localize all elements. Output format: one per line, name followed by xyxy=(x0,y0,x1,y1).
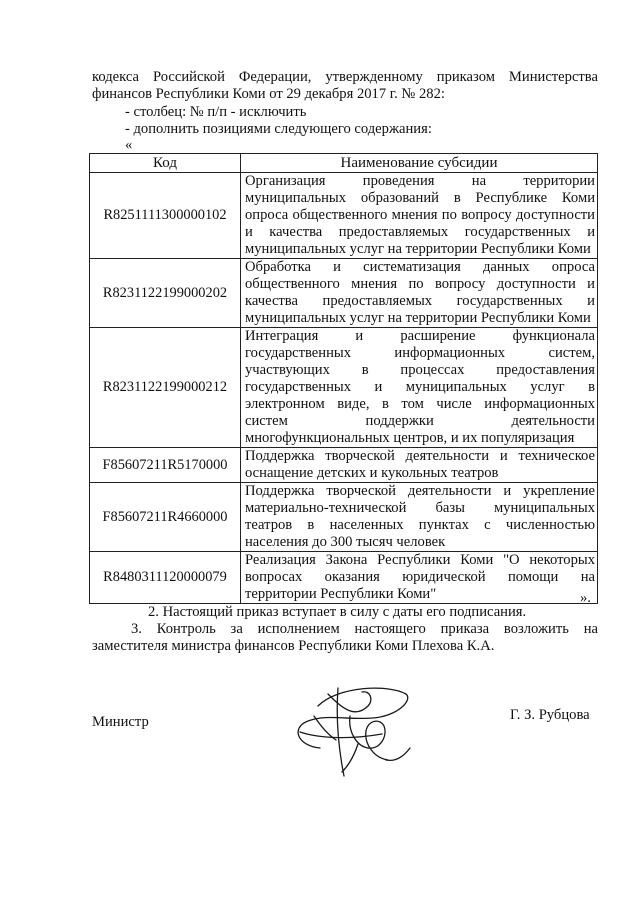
subsidy-name-line: муниципальных образований в Республике Коми xyxy=(245,190,595,206)
subsidy-name-line: качества предоставляемых государственных и xyxy=(245,293,595,309)
subsidy-name-line: Реализация Закона Республики Коми "О некоторых xyxy=(245,552,595,568)
bullet-add-positions: - дополнить позициями следующего содержания: xyxy=(125,121,432,137)
subsidy-name xyxy=(241,552,598,604)
intro-line-2: финансов Республики Коми от 29 декабря 2017 г. № 282: xyxy=(92,86,445,102)
subsidy-name xyxy=(241,483,598,552)
subsidy-code: F85607211R4660000 xyxy=(90,483,241,552)
subsidy-name-line: общественного мнения по вопросу доступности и xyxy=(245,276,595,292)
subsidy-name-line: участвующих в процессах предоставления xyxy=(245,362,595,378)
subsidy-code: F85607211R5170000 xyxy=(90,448,241,483)
table-row xyxy=(90,328,598,448)
subsidy-name-line: государственных информационных систем, xyxy=(245,345,595,361)
subsidy-name-line: муниципальных услуг на территории Республики Коми xyxy=(245,310,591,326)
subsidy-name-line: театров в населенных пунктах с численностью xyxy=(245,517,595,533)
subsidy-name-line: электронном виде, в том числе информационных xyxy=(245,396,595,412)
table-body xyxy=(90,173,598,604)
clause-3-line-1: 3. Контроль за исполнением настоящего приказа возложить на xyxy=(131,621,598,637)
subsidy-name-line: оснащение детских и кукольных театров xyxy=(245,465,499,481)
subsidy-name-line: многофункциональных центров, и их популяризация xyxy=(245,430,575,446)
subsidy-name xyxy=(241,173,598,259)
intro-line-1: кодекса Российской Федерации, утвержденному приказом Министерства xyxy=(92,69,598,85)
clause-3-line-2: заместителя министра финансов Республики Коми Плехова К.А. xyxy=(92,638,495,654)
table-row xyxy=(90,173,598,259)
table-row xyxy=(90,552,598,604)
subsidy-name-line: систем поддержки деятельности xyxy=(245,413,595,429)
signatory-name: Г. З. Рубцова xyxy=(510,707,590,723)
subsidies-table xyxy=(89,153,598,604)
subsidy-name-line: и качества предоставляемых государственных и xyxy=(245,224,595,240)
open-quote: « xyxy=(125,137,133,153)
subsidy-name-line: вопросах оказания юридической помощи на xyxy=(245,569,595,585)
bullet-remove-column: - столбец: № п/п - исключить xyxy=(125,104,307,120)
subsidy-name-line: опроса общественного мнения по вопросу доступности xyxy=(245,207,595,223)
table-row xyxy=(90,483,598,552)
subsidy-name-line: Интеграция и расширение функционала xyxy=(245,328,595,344)
table-header-row xyxy=(90,154,598,173)
subsidy-code: R8231122199000202 xyxy=(90,259,241,328)
clause-2: 2. Настоящий приказ вступает в силу с даты его подписания. xyxy=(148,604,527,620)
subsidy-name-line: территории Республики Коми" xyxy=(245,586,437,602)
subsidy-name-line: населения до 300 тысяч человек xyxy=(245,534,446,550)
handwritten-signature xyxy=(278,676,418,786)
subsidy-name-line: Поддержка творческой деятельности и укрепление xyxy=(245,483,595,499)
subsidy-name xyxy=(241,448,598,483)
subsidy-name-line: Организация проведения на территории xyxy=(245,173,595,189)
header-code: Код xyxy=(90,154,241,173)
subsidy-name-line: муниципальных услуг на территории Республики Коми xyxy=(245,241,591,257)
subsidy-code: R8231122199000212 xyxy=(90,328,241,448)
subsidy-name-line: Обработка и систематизация данных опроса xyxy=(245,259,595,275)
subsidy-name-line: материально-технической базы муниципальных xyxy=(245,500,595,516)
subsidy-name xyxy=(241,259,598,328)
table-row xyxy=(90,448,598,483)
subsidy-name-line: Поддержка творческой деятельности и техническое xyxy=(245,448,595,464)
table-row xyxy=(90,259,598,328)
signatory-title: Министр xyxy=(92,714,149,730)
header-name: Наименование субсидии xyxy=(241,154,598,173)
subsidy-name-line: государственных и муниципальных услуг в xyxy=(245,379,595,395)
close-quote: ». xyxy=(580,590,591,606)
subsidy-code: R8480311120000079 xyxy=(90,552,241,604)
subsidy-name xyxy=(241,328,598,448)
subsidy-code: R8251111300000102 xyxy=(90,173,241,259)
